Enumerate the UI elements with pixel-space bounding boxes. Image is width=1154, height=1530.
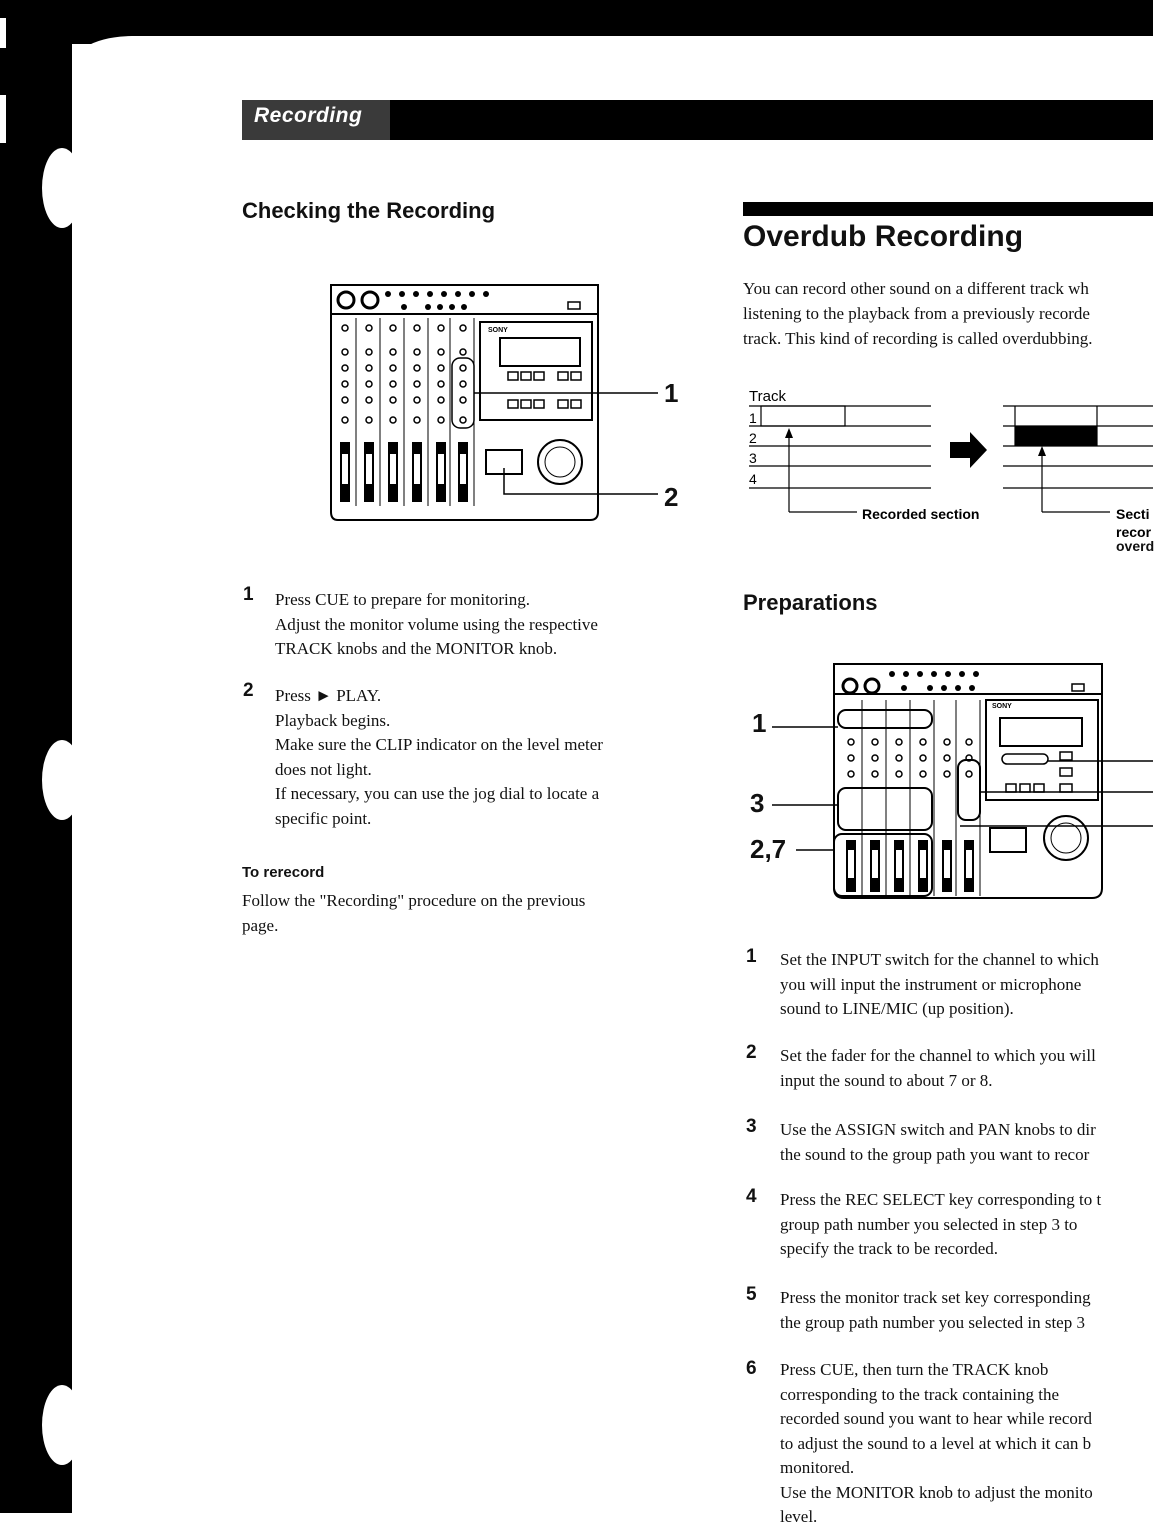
svg-text:2: 2: [749, 430, 757, 446]
checking-heading: Checking the Recording: [242, 198, 496, 223]
svg-text:1: 1: [749, 410, 757, 426]
step-text: Press the REC SELECT key corresponding to t group path number you selected in step 3 to specify the track to be recorded.: [780, 1190, 1102, 1258]
callout-1: 1: [664, 378, 679, 408]
recorded-section-label: Recorded section: [862, 506, 980, 522]
scan-mark: [0, 18, 6, 48]
mixer-illustration-left: [328, 282, 688, 522]
page-corner: [72, 36, 1153, 76]
step-text: Press CUE to prepare for monitoring. Adjust the monitor volume using the respective TRACK knobs and the MONITOR knob.: [275, 590, 598, 658]
preparations-heading: Preparations: [743, 590, 878, 615]
rerecord-text: Follow the "Recording" procedure on the previous page.: [242, 891, 586, 935]
mixer-illustration-right: [750, 660, 1153, 910]
arrow-right-icon: [950, 432, 987, 468]
step-number: 2: [746, 1042, 757, 1063]
step-number: 4: [746, 1186, 757, 1207]
scan-mark: [0, 95, 6, 143]
overdub-heading: Overdub Recording: [743, 220, 1024, 253]
step-number: 2: [243, 680, 254, 701]
step-number: 5: [746, 1284, 757, 1305]
section-label-cont: overd: [1116, 538, 1154, 554]
step-text: Press ► PLAY. Playback begins. Make sure the CLIP indicator on the level meter does not light. If necessary, you can use the jog dial to locate a specific point.: [275, 686, 603, 828]
prep-callout-2-7: 2,7: [750, 834, 787, 864]
step-number: 3: [746, 1116, 757, 1137]
callout-2: 2: [664, 482, 679, 512]
svg-text:recor: recor: [1116, 524, 1152, 540]
track-label: Track: [749, 388, 786, 405]
step-number: 1: [746, 946, 757, 967]
rerecord-heading: To rerecord: [242, 864, 325, 881]
binding-ring: [42, 1385, 82, 1465]
heading-rule: [743, 202, 1153, 216]
prep-callout-3: 3: [750, 788, 765, 818]
step-number: 6: [746, 1358, 757, 1379]
section-title: Recording: [254, 104, 363, 127]
track-diagram: [745, 384, 1153, 540]
binding-ring: [42, 148, 82, 228]
step-text: Press CUE, then turn the TRACK knob corresponding to the track containing the recorded sound you want to hear while record to adjust the sound to a level at which it can b monitored. Use the MONITOR knob to adjust the monito level.: [780, 1360, 1093, 1526]
brand-logo: SONY: [488, 327, 508, 334]
binding-ring: [42, 740, 82, 820]
svg-text:Secti: Secti: [1116, 506, 1150, 522]
step-text: Set the INPUT switch for the channel to which you will input the instrument or microphone sound to LINE/MIC (up position).: [780, 950, 1099, 1018]
step-number: 1: [243, 584, 254, 605]
prep-callout-1: 1: [752, 708, 767, 738]
brand-logo: SONY: [992, 703, 1012, 710]
svg-text:3: 3: [749, 450, 757, 466]
step-text: Set the fader for the channel to which you will input the sound to about 7 or 8.: [780, 1046, 1096, 1090]
step-text: Use the ASSIGN switch and PAN knobs to dir the sound to the group path you want to recor: [780, 1120, 1096, 1164]
intro-text: You can record other sound on a different track wh listening to the playback from a previously recorde track. This kind of recording is called overdubbing.: [743, 279, 1093, 348]
step-text: Press the monitor track set key corresponding the group path number you selected in step 3: [780, 1288, 1091, 1332]
svg-text:4: 4: [749, 471, 757, 487]
